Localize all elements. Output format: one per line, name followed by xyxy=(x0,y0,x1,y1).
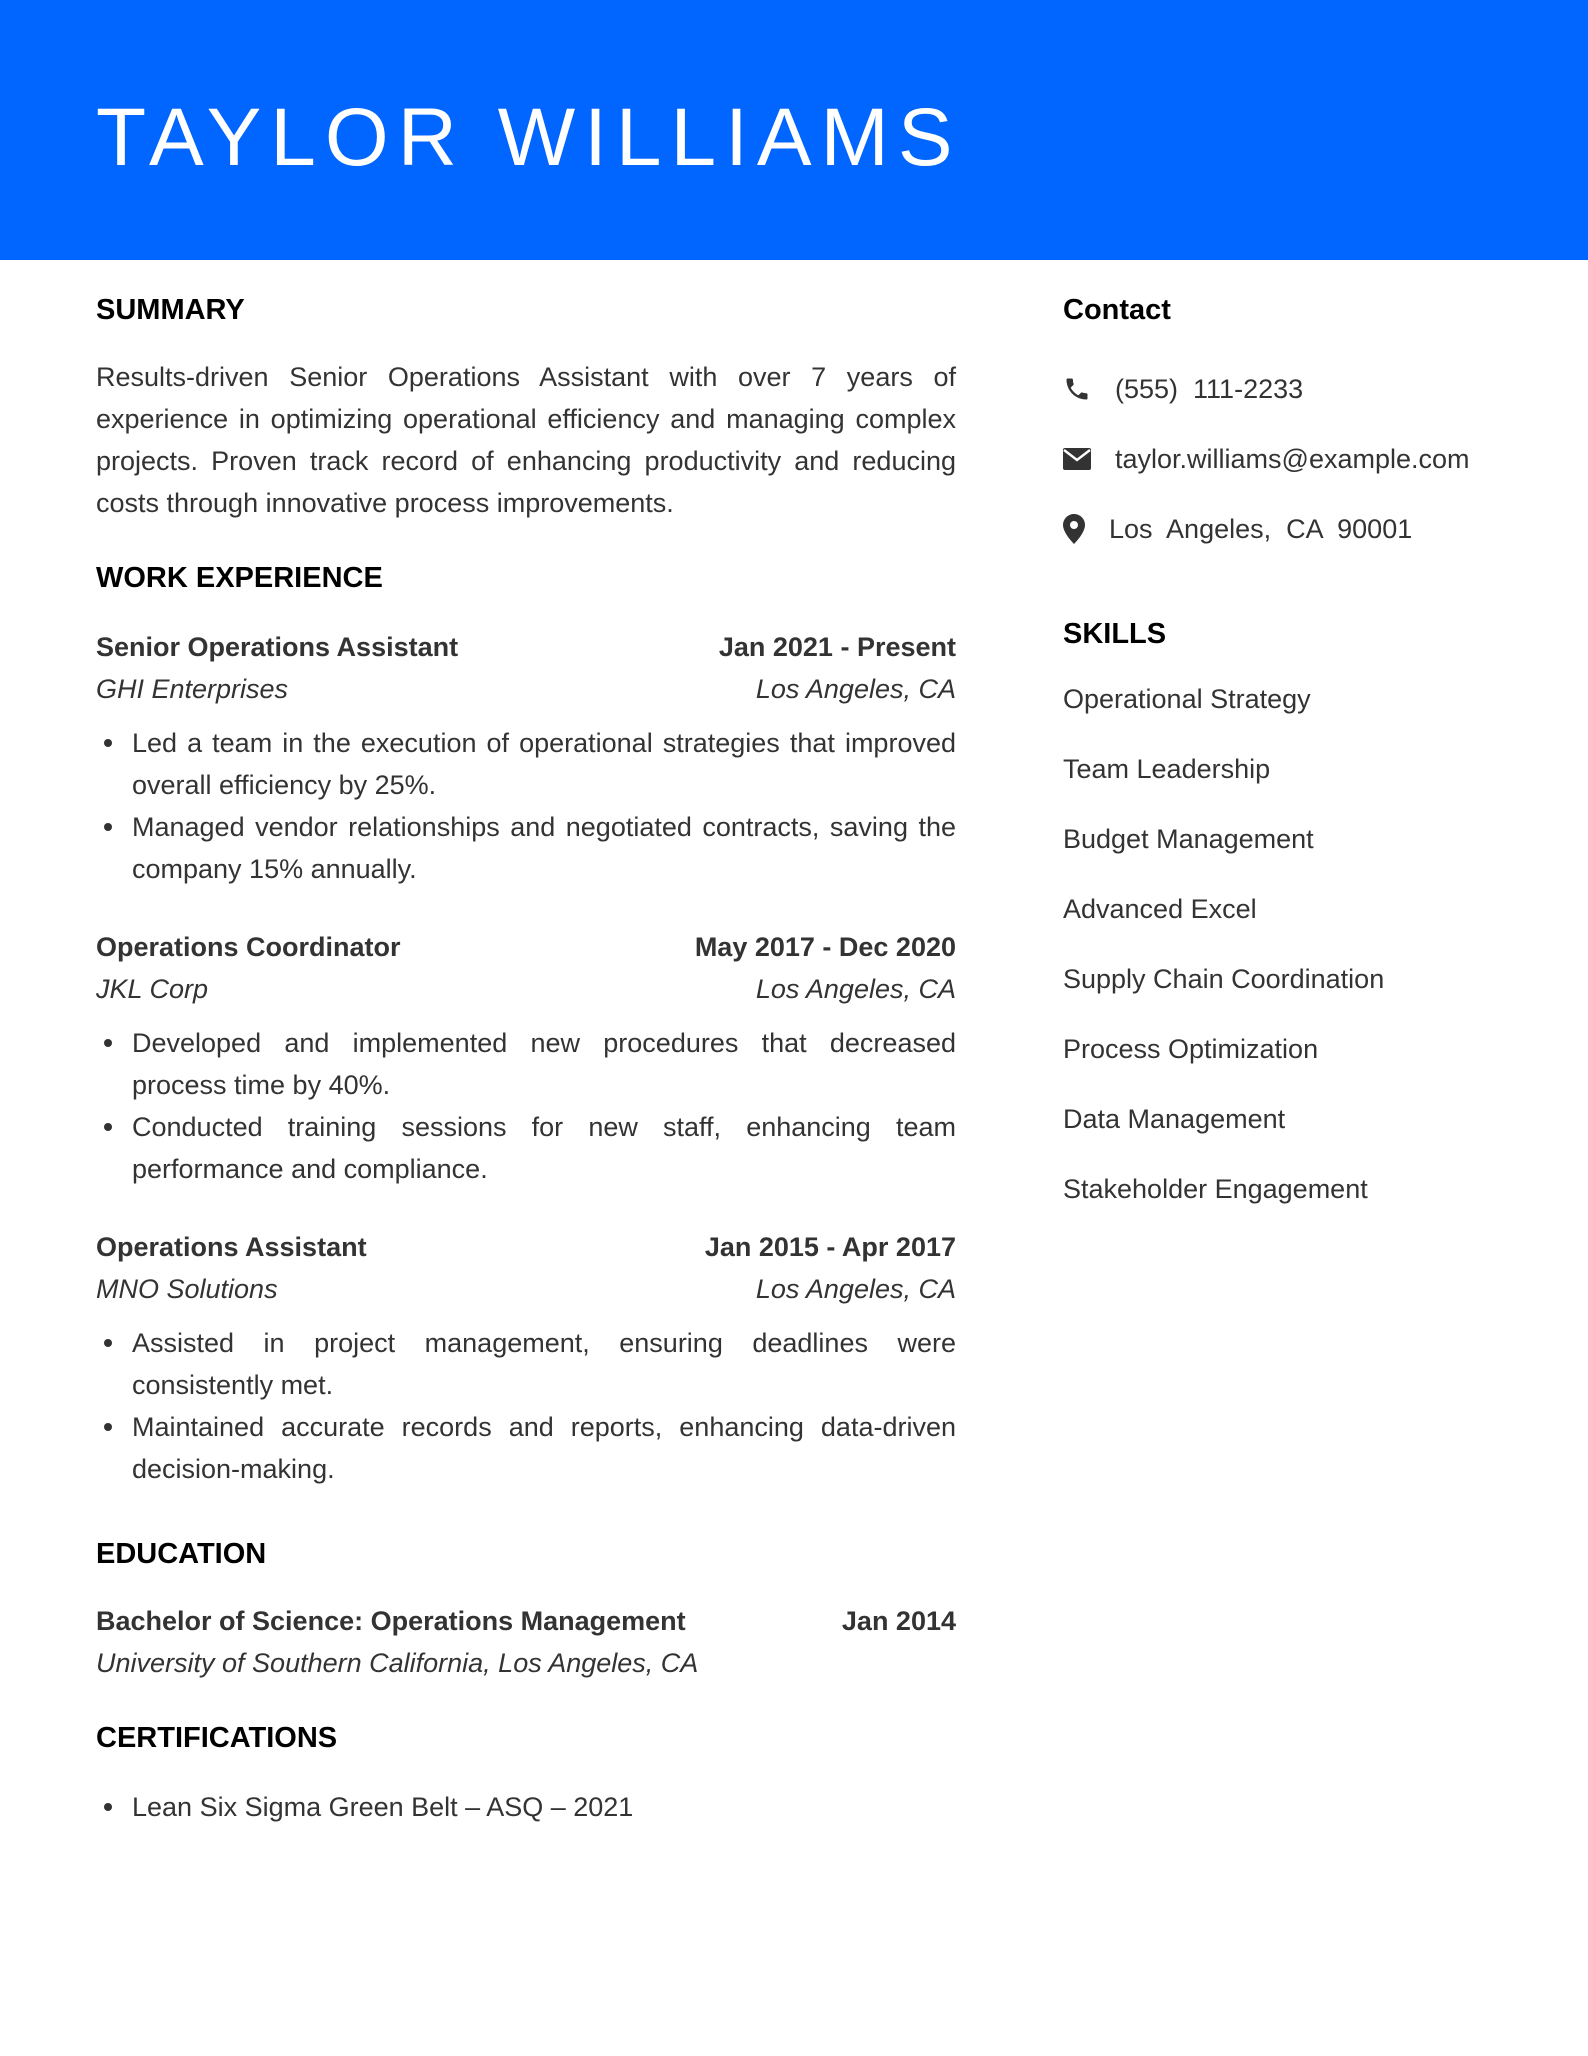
bullet-dot-icon xyxy=(104,1039,112,1047)
job-bullets xyxy=(96,1322,956,1490)
skill-item: Supply Chain Coordination xyxy=(1063,964,1385,994)
bullet-text: Led a team in the execution of operational strategies that improved overall efficiency by 25%. xyxy=(132,728,956,800)
summary-text: Results-driven Senior Operations Assistant with over 7 years of experience in optimizing operational efficiency and managing complex projects. Proven track record of enhancing productivity and reducing costs through innovative process improvements. xyxy=(96,362,956,518)
contact-list xyxy=(1063,368,1523,550)
job-location: Los Angeles, CA xyxy=(755,1274,956,1304)
contact-email xyxy=(1063,438,1523,480)
bullet-item xyxy=(96,1022,956,1106)
job-title: Operations Coordinator xyxy=(96,932,401,962)
bullet-dot-icon xyxy=(104,1339,112,1347)
bullet-text: Conducted training sessions for new staff, enhancing team performance and compliance. xyxy=(132,1112,956,1184)
job-location: Los Angeles, CA xyxy=(755,674,956,704)
skill-item: Budget Management xyxy=(1063,824,1314,854)
certifications-heading: CERTIFICATIONS xyxy=(96,1722,338,1754)
school-name: University of Southern California, Los Angeles, CA xyxy=(96,1648,699,1678)
bullet-text: Maintained accurate records and reports, enhancing data-driven decision-making. xyxy=(132,1412,956,1484)
skill-item: Team Leadership xyxy=(1063,754,1271,784)
skills-list xyxy=(1063,678,1523,1210)
contact-phone xyxy=(1063,368,1523,410)
bullet-item xyxy=(96,1406,956,1490)
job-dates: Jan 2015 - Apr 2017 xyxy=(704,1232,956,1262)
job-title: Operations Assistant xyxy=(96,1232,367,1262)
bullet-dot-icon xyxy=(104,823,112,831)
location-text: Los Angeles, CA 90001 xyxy=(1109,513,1413,544)
phone-icon xyxy=(1063,374,1093,404)
bullet-item xyxy=(96,1322,956,1406)
job-entry xyxy=(96,1226,956,1490)
skill-item: Process Optimization xyxy=(1063,1034,1319,1064)
job-company: JKL Corp xyxy=(96,974,209,1004)
skill-item: Advanced Excel xyxy=(1063,894,1257,924)
bullet-dot-icon xyxy=(104,1123,112,1131)
education-heading: EDUCATION xyxy=(96,1538,267,1570)
job-dates: Jan 2021 - Present xyxy=(718,632,956,662)
job-bullets xyxy=(96,722,956,890)
sidebar-column xyxy=(1063,290,1523,1210)
certification-item xyxy=(96,1786,956,1828)
job-company: MNO Solutions xyxy=(96,1274,278,1304)
summary-heading: SUMMARY xyxy=(96,294,245,326)
bullet-item xyxy=(96,806,956,890)
email-address: taylor.williams@example.com xyxy=(1115,443,1470,474)
envelope-icon xyxy=(1063,444,1093,474)
work-experience-heading: WORK EXPERIENCE xyxy=(96,562,383,594)
degree-title: Bachelor of Science: Operations Management xyxy=(96,1606,686,1636)
bullet-item xyxy=(96,722,956,806)
bullet-item xyxy=(96,1106,956,1190)
job-company: GHI Enterprises xyxy=(96,674,289,704)
bullet-text: Assisted in project management, ensuring deadlines were consistently met. xyxy=(132,1328,956,1400)
contact-heading: Contact xyxy=(1063,294,1171,326)
candidate-name: TAYLOR WILLIAMS xyxy=(96,92,962,183)
skills-heading: SKILLS xyxy=(1063,618,1167,650)
job-location: Los Angeles, CA xyxy=(755,974,956,1004)
job-entry xyxy=(96,626,956,890)
phone-number: (555) 111-2233 xyxy=(1115,373,1304,404)
bullet-dot-icon xyxy=(104,739,112,747)
skill-item: Data Management xyxy=(1063,1104,1286,1134)
skill-item: Operational Strategy xyxy=(1063,684,1311,714)
degree-date: Jan 2014 xyxy=(841,1606,956,1636)
certification-text: Lean Six Sigma Green Belt – ASQ – 2021 xyxy=(132,1792,634,1822)
job-title: Senior Operations Assistant xyxy=(96,632,459,662)
education-entry xyxy=(96,1600,956,1684)
certifications-list xyxy=(96,1786,956,1828)
main-column xyxy=(96,290,956,1828)
bullet-text: Developed and implemented new procedures that decreased process time by 40%. xyxy=(132,1028,956,1100)
map-pin-icon xyxy=(1063,514,1093,544)
job-entry xyxy=(96,926,956,1190)
job-bullets xyxy=(96,1022,956,1190)
contact-location xyxy=(1063,508,1523,550)
bullet-dot-icon xyxy=(104,1803,112,1811)
skill-item: Stakeholder Engagement xyxy=(1063,1174,1368,1204)
header-banner xyxy=(0,0,1588,260)
bullet-dot-icon xyxy=(104,1423,112,1431)
bullet-text: Managed vendor relationships and negotiated contracts, saving the company 15% annually. xyxy=(132,812,956,884)
job-dates: May 2017 - Dec 2020 xyxy=(694,932,956,962)
